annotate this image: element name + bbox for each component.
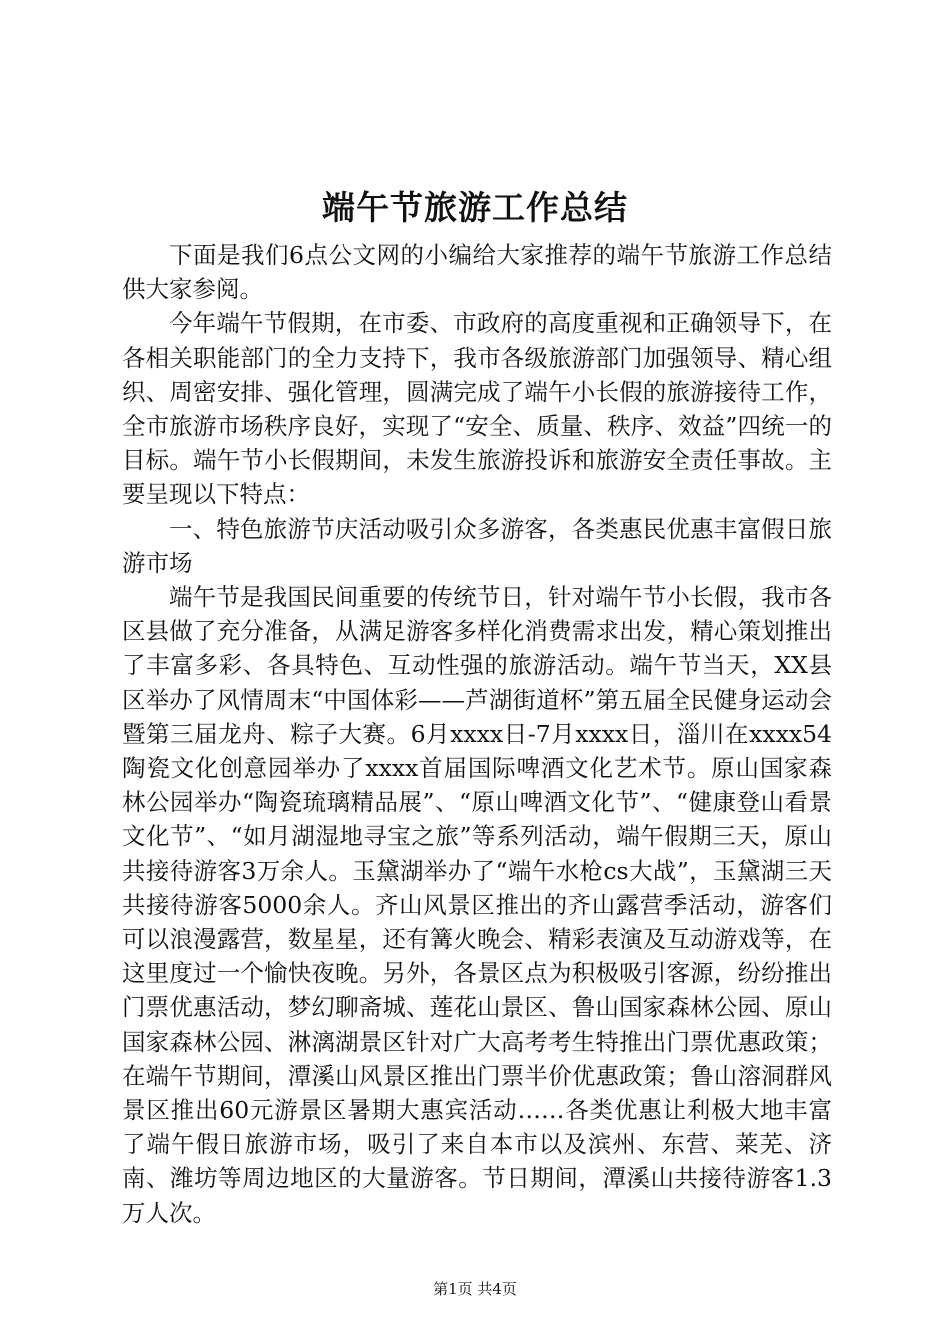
section-heading-1: 一、特色旅游节庆活动吸引众多游客，各类惠民优惠丰富假日旅游市场: [122, 514, 832, 577]
document-title: 端午节旅游工作总结: [322, 188, 628, 227]
paragraph-intro: 下面是我们6点公文网的小编给大家推荐的端午节旅游工作总结供大家参阅。: [122, 241, 832, 304]
page-footer: 第1页 共4页: [433, 1280, 517, 1298]
paragraph-activities: 端午节是我国民间重要的传统节日，针对端午节小长假，我市各区县做了充分准备，从满足游客多样化消费需求出发，精心策划推出了丰富多彩、各具特色、互动性强的旅游活动。端午节当天，XX县区举办了风情周末“中国体彩——芦湖街道杯”第五届全民健身运动会暨第三届龙舟、粽子大赛。6月xxxx日-7月xxxx日，淄川在xxxx54陶瓷文化创意园举办了xxxx首届国际啤酒文化艺术节。原山国家森林公园举办“陶瓷琉璃精品展”、“原山啤酒文化节”、“健康登山看景文化节”、“如月湖湿地寻宝之旅”等系列活动，端午假期三天，原山共接待游客3万余人。玉黛湖举办了“端午水枪cs大战”，玉黛湖三天共接待游客5000余人。齐山风景区推出的齐山露营季活动，游客们可以浪漫露营，数星星，还有篝火晚会、精彩表演及互动游戏等，在这里度过一个愉快夜晚。另外，各景区点为积极吸引客源，纷纷推出门票优惠活动，梦幻聊斋城、莲花山景区、鲁山国家森林公园、原山国家森林公园、淋漓湖景区针对广大高考考生特推出门票优惠政策；在端午节期间，潭溪山风景区推出门票半价优惠政策；鲁山溶洞群风景区推出60元游景区暑期大惠宾活动……各类优惠让利极大地丰富了端午假日旅游市场，吸引了来自本市以及滨州、东营、莱芜、济南、潍坊等周边地区的大量游客。节日期间，潭溪山共接待游客1.3万人次。: [122, 583, 832, 1227]
document-body: [122, 238, 832, 1230]
paragraph-overview: 今年端午节假期，在市委、市政府的高度重视和正确领导下，在各相关职能部门的全力支持下，我市各级旅游部门加强领导、精心组织、周密安排、强化管理，圆满完成了端午小长假的旅游接待工作，全市旅游市场秩序良好，实现了“安全、质量、秩序、效益”四统一的目标。端午节小长假期间，未发生旅游投诉和旅游安全责任事故。主要呈现以下特点：: [122, 309, 832, 509]
